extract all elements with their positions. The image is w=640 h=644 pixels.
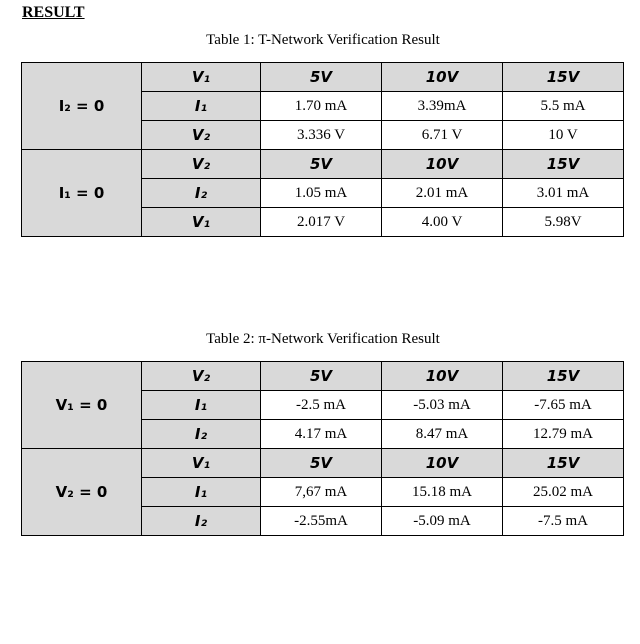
header-symbol: V₂ [142, 362, 261, 391]
table-cell: 1.05 mA [261, 179, 382, 208]
group-label: I₁ = 0 [22, 150, 142, 237]
table-row [22, 63, 624, 92]
table2-caption: Table 2: π-Network Verification Result [206, 331, 440, 347]
header-value: 15V [503, 150, 624, 179]
row-symbol: V₂ [142, 121, 261, 150]
group-label: I₂ = 0 [22, 63, 142, 150]
table-cell: 3.336 V [261, 121, 382, 150]
table-cell: 8.47 mA [382, 420, 503, 449]
table-cell: 2.01 mA [382, 179, 503, 208]
row-symbol: I₁ [142, 92, 261, 121]
table-row [22, 449, 624, 478]
table-cell: -5.09 mA [382, 507, 503, 536]
table-cell: 3.39mA [382, 92, 503, 121]
table-cell: 4.00 V [382, 208, 503, 237]
row-symbol: I₂ [142, 179, 261, 208]
header-symbol: V₂ [142, 150, 261, 179]
header-value: 10V [382, 150, 503, 179]
pi-network-table [21, 361, 624, 536]
table-cell: 2.017 V [261, 208, 382, 237]
header-symbol: V₁ [142, 449, 261, 478]
table-cell: -2.5 mA [261, 391, 382, 420]
group-label: V₁ = 0 [22, 362, 142, 449]
header-value: 15V [503, 63, 624, 92]
table-cell: 12.79 mA [503, 420, 624, 449]
header-value: 5V [261, 449, 382, 478]
table-cell: -7.65 mA [503, 391, 624, 420]
table-cell: 1.70 mA [261, 92, 382, 121]
header-symbol: V₁ [142, 63, 261, 92]
row-symbol: I₂ [142, 420, 261, 449]
header-value: 15V [503, 449, 624, 478]
header-value: 10V [382, 362, 503, 391]
header-value: 10V [382, 449, 503, 478]
group-label: V₂ = 0 [22, 449, 142, 536]
table-cell: 7,67 mA [261, 478, 382, 507]
result-heading: RESULT [22, 4, 85, 21]
table-row [22, 362, 624, 391]
table-cell: 15.18 mA [382, 478, 503, 507]
header-value: 5V [261, 150, 382, 179]
header-value: 15V [503, 362, 624, 391]
header-value: 5V [261, 63, 382, 92]
row-symbol: I₁ [142, 391, 261, 420]
table-cell: 5.5 mA [503, 92, 624, 121]
header-value: 5V [261, 362, 382, 391]
table-cell: -7.5 mA [503, 507, 624, 536]
row-symbol: V₁ [142, 208, 261, 237]
table-row [22, 150, 624, 179]
table-cell: 5.98V [503, 208, 624, 237]
table-cell: 10 V [503, 121, 624, 150]
table-cell: 25.02 mA [503, 478, 624, 507]
table-cell: 3.01 mA [503, 179, 624, 208]
table-cell: 4.17 mA [261, 420, 382, 449]
table-cell: -5.03 mA [382, 391, 503, 420]
row-symbol: I₁ [142, 478, 261, 507]
table1-caption: Table 1: T-Network Verification Result [206, 32, 440, 48]
row-symbol: I₂ [142, 507, 261, 536]
table-cell: -2.55mA [261, 507, 382, 536]
table-cell: 6.71 V [382, 121, 503, 150]
t-network-table [21, 62, 624, 237]
header-value: 10V [382, 63, 503, 92]
